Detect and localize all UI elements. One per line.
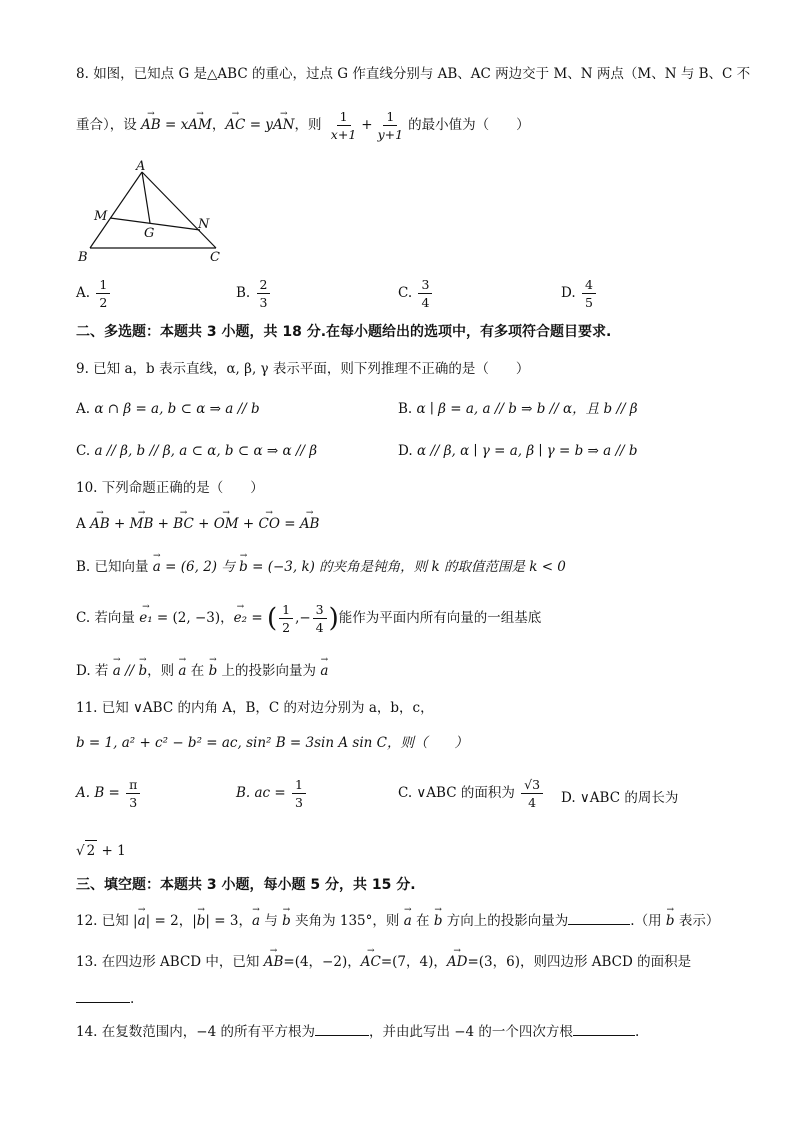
q10-option-b[interactable]: B. 已知向量 → a = (6, 2) 与 → b = (−3, k) 的夹角是钝角，则 k 的取值范围是 k < 0 [76, 557, 566, 577]
section-title-multi-choice: 二、多选题：本题共 3 小题，共 18 分.在每小题给出的选项中，有多项符合题目要求. [76, 324, 612, 340]
q8-stem-line1: 8. 如图，已知点 G 是△ABC 的重心，过点 G 作直线分别与 AB、AC 两边交于 M、N 两点（M、N 与 B、C 不 [76, 66, 751, 82]
vector-AC: → AC [225, 106, 245, 144]
q13-answer-line: . [76, 988, 134, 1009]
q11-option-a[interactable]: A. B = $\frac{\pi}{3}$ [76, 776, 142, 811]
answer-blank-q14-fourth-root[interactable] [573, 1021, 635, 1036]
q10-option-c[interactable]: C. 若向量 → e₁ = (2, −3)，→ e₂ = ( $\frac{1}{2}$ ,− $\frac{3}{4}$ )能作为平面内所有向量的一组基底 [76, 598, 541, 639]
q13: 13. 在四边形 ABCD 中，已知 → AB=(4，−2)，→ AC=(7，4)，→ AD=(3，6)，则四边形 ABCD 的面积是 [76, 952, 691, 972]
q9-option-c[interactable]: C. a // β, b // β, a ⊂ α, b ⊂ α ⇒ α // β [76, 443, 318, 459]
vector-AN: → AN [273, 106, 295, 144]
fraction-1-over-x1: $\frac{1}{x+1}$ [330, 109, 357, 142]
q11-option-b[interactable]: B. ac = $\frac{1}{3}$ [236, 776, 308, 811]
q14: 14. 在复数范围内，−4 的所有平方根为 ，并由此写出 −4 的一个四次方根 . [76, 1021, 639, 1042]
label-M: M [94, 209, 108, 224]
label-G: G [144, 226, 155, 241]
label-A: A [136, 159, 146, 174]
q11-option-c[interactable]: C. ∨ABC 的面积为 $\frac{√3}{4}$ [398, 776, 545, 811]
fraction-1-over-y1: $\frac{1}{y+1}$ [377, 109, 404, 142]
q8-option-b[interactable]: B. $\frac{2}{3}$ [236, 276, 272, 311]
section-title-fill-blank: 三、填空题：本题共 3 小题，每小题 5 分，共 15 分. [76, 877, 416, 893]
triangle-figure [70, 155, 240, 270]
q11-option-d-continued: √ 2 + 1 [76, 840, 126, 861]
q9-stem: 9. 已知 a，b 表示直线，α, β, γ 表示平面，则下列推理不正确的是（ ） [76, 361, 530, 377]
q9-option-a[interactable]: A. α ∩ β = a, b ⊂ α ⇒ a // b [76, 401, 260, 417]
q11-stem: 11. 已知 ∨ABC 的内角 A，B，C 的对边分别为 a，b，c， [76, 700, 434, 716]
q10-stem: 10. 下列命题正确的是（ ） [76, 480, 264, 496]
q8-option-d[interactable]: D. $\frac{4}{5}$ [561, 276, 598, 311]
q11-option-d[interactable]: D. ∨ABC 的周长为 [561, 790, 679, 806]
vector-AM: → AM [188, 106, 212, 144]
answer-blank-q13[interactable] [76, 988, 130, 1003]
label-N: N [198, 217, 210, 232]
answer-blank-q14-roots[interactable] [315, 1021, 369, 1036]
q9-option-b[interactable]: B. α ∣ β = a, a // b ⇒ b // α，且 b // β [398, 401, 638, 417]
label-C: C [210, 250, 220, 265]
q10-option-d[interactable]: D. 若 → a // → b，则 → a 在 → b 上的投影向量为 → a [76, 661, 328, 681]
q10-option-a[interactable]: A → AB + → MB + → BC + → OM + → CO = → AB [76, 514, 319, 534]
q12: 12. 已知 |→ a| = 2，|→ b| = 3，→ a 与 → b 夹角为 135°，则 → a 在 → b 方向上的投影向量为 .（用 → b 表示） [76, 910, 719, 931]
q8-option-c[interactable]: C. $\frac{3}{4}$ [398, 276, 434, 311]
vector-AB: → AB [141, 106, 161, 144]
q11-condition: b = 1, a² + c² − b² = ac, sin² B = 3sin A sin C，则（ ） [76, 735, 468, 751]
q8-option-a[interactable]: A. $\frac{1}{2}$ [76, 276, 112, 311]
line-MN [110, 218, 200, 230]
label-B: B [78, 250, 88, 265]
q9-option-d[interactable]: D. α // β, α ∣ γ = a, β ∣ γ = b ⇒ a // b [398, 443, 638, 459]
q8-stem-line2: 重合），设 → AB = x→ AM，→ AC = y→ AN，则 $\frac{1}{x+1}$ + $\frac{1}{y+1}$ 的最小值为（ ） [76, 106, 530, 144]
answer-blank-q12[interactable] [568, 910, 630, 925]
